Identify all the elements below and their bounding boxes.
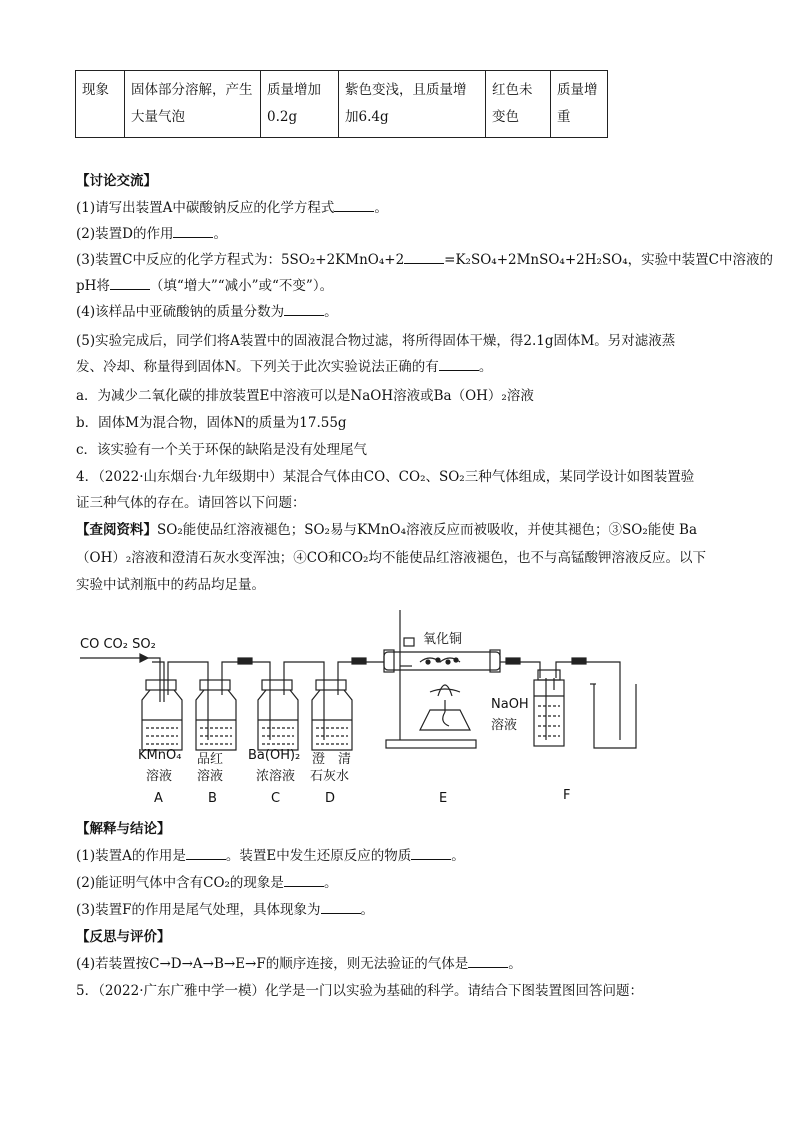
- question-4: (4)该样品中亚硫酸钠的质量分数为 。: [76, 301, 338, 323]
- answer-blank[interactable]: [110, 275, 150, 290]
- bottle-d: [312, 668, 352, 750]
- bottle-d-label-2: 石灰水: [310, 769, 350, 784]
- question-2: (2)装置D的作用 。: [76, 223, 227, 245]
- option-b: b．固体M为混合物，固体N的质量为17.55g: [76, 415, 347, 431]
- letter-d: D: [325, 791, 336, 806]
- letter-b: B: [208, 791, 217, 806]
- cell-text: 质量增重: [557, 82, 598, 125]
- answer-blank[interactable]: [411, 845, 451, 860]
- letter-a: A: [154, 791, 163, 806]
- row-header-cell: [76, 71, 125, 138]
- naoh-label-2: 溶液: [491, 718, 518, 733]
- observation-table: [75, 70, 608, 138]
- answer-blank[interactable]: [468, 953, 508, 968]
- letter-c: C: [271, 791, 281, 806]
- table-cell: [261, 71, 339, 138]
- answer-blank[interactable]: [284, 301, 324, 316]
- question-1: (1)请写出装置A中碳酸钠反应的化学方程式 。: [76, 197, 388, 219]
- reference-line-1: 【查阅资料】SO₂能使品红溶液褪色；SO₂易与KMnO₄溶液反应而被吸收，并使其褪色；③SO₂能使 Ba: [76, 522, 698, 538]
- bottle-c: [258, 668, 298, 750]
- table-row: [76, 71, 608, 138]
- row-header: 现象: [82, 82, 109, 98]
- gas-label: CO CO₂ SO₂: [80, 637, 156, 652]
- answer-blank[interactable]: [334, 197, 374, 212]
- answer-blank[interactable]: [173, 223, 213, 238]
- q4-stem-cont: 证三种气体的存在。请回答以下问题：: [76, 495, 306, 511]
- apparatus-f: [534, 670, 564, 746]
- reference-line-3: 实验中试剂瓶中的药品均足量。: [76, 577, 265, 593]
- bottle-b-label-2: 溶液: [197, 769, 224, 784]
- conclusion-2: (2)能证明气体中含有CO₂的现象是 。: [76, 872, 337, 894]
- bottle-c-label: Ba(OH)₂: [248, 748, 301, 763]
- table-cell: [125, 71, 261, 138]
- letter-e: E: [439, 791, 448, 806]
- q5-stem: 5．（2022·广东广雅中学一模）化学是一门以实验为基础的科学。请结合下图装置图回答问题：: [76, 983, 643, 999]
- question-3: (3)装置C中反应的化学方程式为：5SO₂+2KMnO₄+2 =K₂SO₄+2MnSO₄+2H₂SO₄，实验中装置C中溶液的: [76, 249, 773, 271]
- bottle-b: [196, 668, 236, 750]
- beaker: [590, 684, 636, 748]
- discussion-heading: 【讨论交流】: [76, 173, 157, 189]
- cell-text: 紫色变浅，且质量增加6.4g: [345, 82, 467, 125]
- cuo-label: 氧化铜: [423, 632, 463, 647]
- answer-blank[interactable]: [404, 249, 444, 264]
- cell-text: 红色未变色: [492, 82, 533, 125]
- option-c: c．该实验有一个关于环保的缺陷是没有处理尾气: [76, 442, 368, 458]
- question-5: (5)实验完成后，同学们将A装置中的固液混合物过滤，将所得固体干燥，得2.1g固体M。另对滤液蒸: [76, 333, 676, 349]
- table-cell: [339, 71, 486, 138]
- bottle-c-label-2: 浓溶液: [256, 769, 296, 784]
- answer-blank[interactable]: [439, 356, 479, 371]
- cell-text: 固体部分溶解，产生大量气泡: [131, 82, 253, 125]
- question-5-cont: 发、冷却、称量得到固体N。下列关于此次实验说法正确的有 。: [76, 356, 492, 378]
- conclusion-heading: 【解释与结论】: [76, 821, 171, 837]
- cell-text: 质量增加0.2g: [267, 82, 321, 125]
- q4-stem: 4．（2022·山东烟台·九年级期中）某混合气体由CO、CO₂、SO₂三种气体组成，某同学设计如图装置验: [76, 469, 695, 485]
- answer-blank[interactable]: [321, 899, 361, 914]
- bottle-b-label: 品红: [197, 752, 224, 767]
- table-cell: [551, 71, 608, 138]
- table-cell: [486, 71, 551, 138]
- reference-line-2: （OH）₂溶液和澄清石灰水变浑浊；④CO和CO₂均不能使品红溶液褪色，也不与高锰酸钾溶液反应。以下: [76, 550, 706, 566]
- question-3-cont: pH将 （填“增大”“减小”或“不变”）。: [76, 275, 333, 297]
- answer-blank[interactable]: [186, 845, 226, 860]
- answer-blank[interactable]: [284, 872, 324, 887]
- conclusion-3: (3)装置F的作用是尾气处理，具体现象为 。: [76, 899, 374, 921]
- reflection-heading: 【反思与评价】: [76, 929, 171, 945]
- apparatus-diagram: [0, 600, 794, 815]
- naoh-label: NaOH: [491, 697, 529, 712]
- bottle-a-label-2: 溶液: [146, 769, 173, 784]
- bottle-a: [142, 670, 182, 750]
- letter-f: F: [563, 788, 571, 803]
- bottle-d-label: 澄 清: [312, 752, 352, 767]
- reflection-4: (4)若装置按C→D→A→B→E→F的顺序连接，则无法验证的气体是 。: [76, 953, 522, 975]
- option-a: a．为减少二氧化碳的排放装置E中溶液可以是NaOH溶液或Ba（OH）₂溶液: [76, 388, 534, 404]
- conclusion-1: (1)装置A的作用是 。装置E中发生还原反应的物质 。: [76, 845, 465, 867]
- bottle-a-label: KMnO₄: [138, 748, 182, 763]
